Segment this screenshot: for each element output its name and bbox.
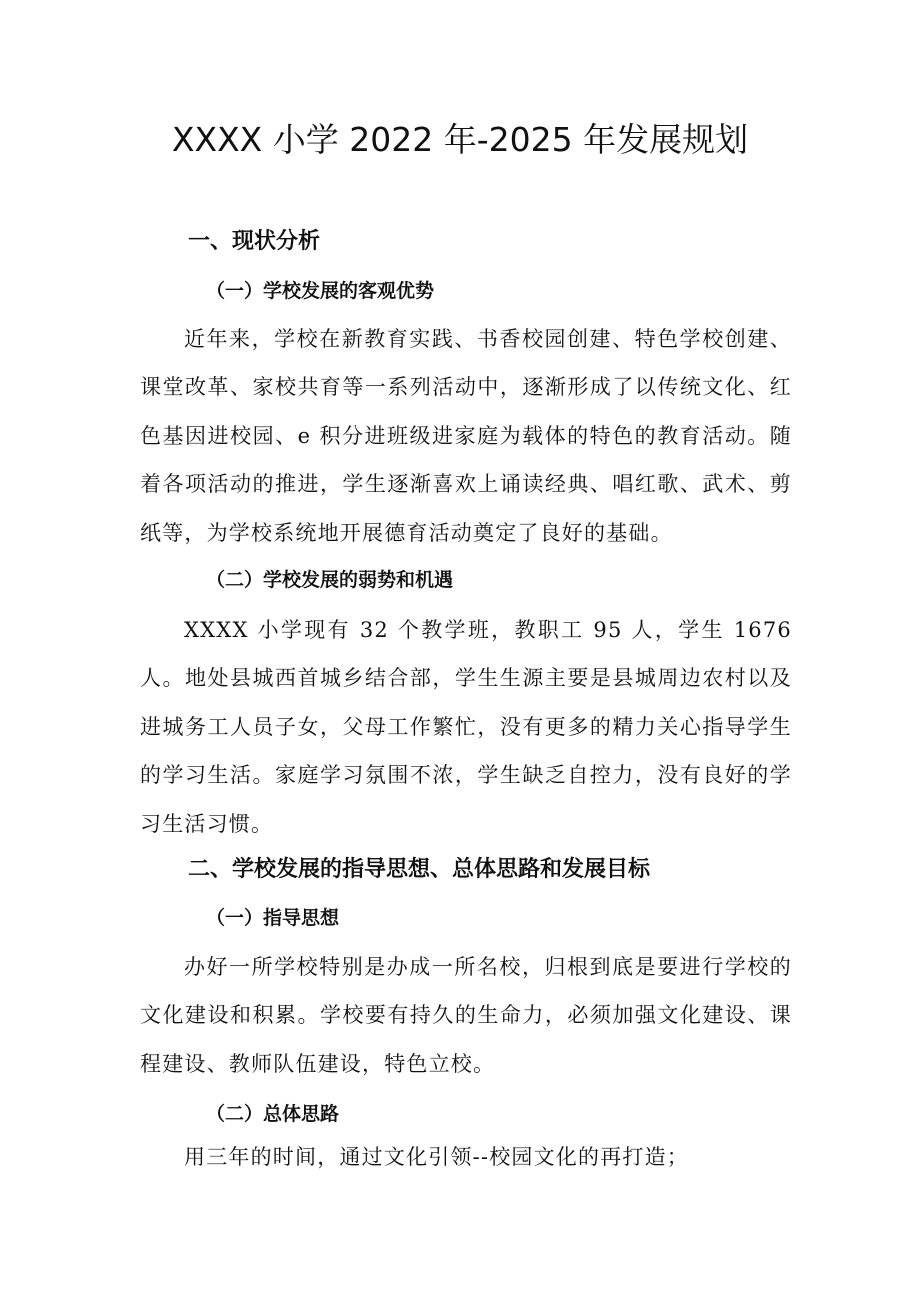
document-title: XXXX 小学 2022 年-2025 年发展规划 [171, 120, 749, 159]
subsection-heading-advantages: （一）学校发展的客观优势 [206, 280, 435, 302]
section-heading-status-analysis: 一、现状分析 [188, 229, 321, 254]
subsection-heading-overall-approach: （二）总体思路 [206, 1103, 340, 1125]
paragraph-guiding-thought: 办好一所学校特别是办成一所名校，归根到底是要进行学校的文化建设和积累。学校要有持久的生命力，必须加强文化建设、课程建设、教师队伍建设，特色立校。 [140, 955, 792, 1076]
paragraph-weaknesses: XXXX 小学现有 32 个教学班，教职工 95 人，学生 1676 人。地处县城西首城乡结合部，学生生源主要是县城周边农村以及进城务工人员子女，父母工作繁忙，没有更多的精力关心指导学生的学习生活。家庭学习氛围不浓，学生缺乏自控力，没有良好的学习生活习惯。 [140, 618, 792, 836]
paragraph-overall-approach: 用三年的时间，通过文化引领--校园文化的再打造； [184, 1145, 689, 1169]
subsection-heading-guiding-thought: （一）指导思想 [206, 907, 340, 929]
section-heading-guiding-ideology: 二、学校发展的指导思想、总体思路和发展目标 [188, 857, 651, 882]
paragraph-advantages: 近年来，学校在新教育实践、书香校园创建、特色学校创建、课堂改革、家校共育等一系列活动中，逐渐形成了以传统文化、红色基因进校园、e 积分进班级进家庭为载体的特色的教育活动。随着各项活动的推进，学生逐渐喜欢上诵读经典、唱红歌、武术、剪纸等，为学校系统地开展德育活动奠定了良好的基础。 [140, 327, 792, 545]
subsection-heading-weaknesses: （二）学校发展的弱势和机遇 [206, 569, 454, 591]
